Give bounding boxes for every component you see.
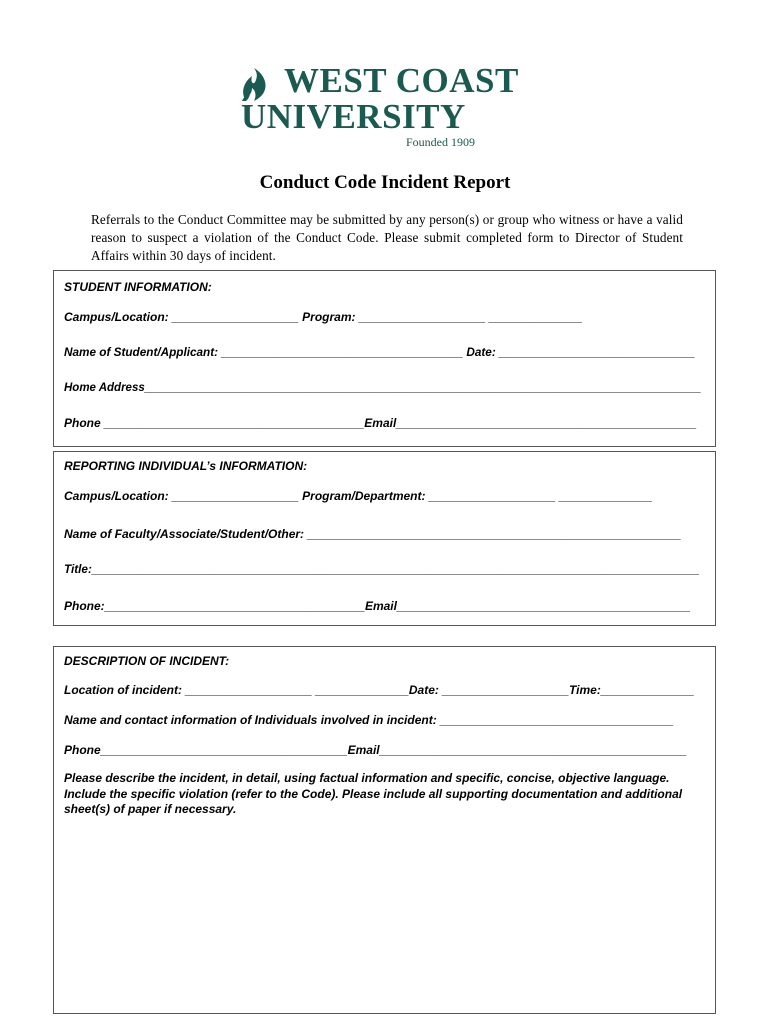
reporting-campus-field[interactable]: Campus/Location: ___________________ Program/Department: ___________________ ______________ bbox=[64, 489, 653, 503]
incident-location-field[interactable]: Location of incident: ___________________ ______________Date: ___________________Time:______________ bbox=[64, 683, 695, 697]
student-campus-field[interactable]: Campus/Location: ___________________ Program: ___________________ ______________ bbox=[64, 310, 583, 324]
founded-text: Founded 1909 bbox=[406, 135, 475, 149]
page-title: Conduct Code Incident Report bbox=[259, 172, 511, 193]
university-logo bbox=[240, 62, 540, 152]
description-instructions: Please describe the incident, in detail, using factual information and specific, concise, objective language. Include the specific violation (refer to the Code). Please include all supporting documentation and additional sheet(s) of paper if necessary. bbox=[64, 771, 683, 816]
description-section bbox=[53, 646, 716, 1014]
reporting-phone-field[interactable]: Phone:_______________________________________Email____________________________________________ bbox=[64, 599, 691, 613]
student-heading: STUDENT INFORMATION: bbox=[64, 280, 212, 294]
student-address-field[interactable]: Home Address_______________________________________________________________________________________ bbox=[64, 382, 702, 394]
intro-text: Referrals to the Conduct Committee may be submitted by any person(s) or group who witness or have a valid reason to suspect a violation of the Conduct Code. Please submit completed form to Director of Student Affairs within 30 days of incident. bbox=[91, 212, 683, 263]
university-name-line2: UNIVERSITY bbox=[241, 97, 466, 136]
reporting-individual-section bbox=[53, 451, 716, 626]
student-name-field[interactable]: Name of Student/Applicant: _____________________________________ Date: ______________________________ bbox=[64, 346, 696, 359]
involved-individuals-field[interactable]: Name and contact information of Individuals involved in incident: ___________________________________ bbox=[64, 713, 674, 727]
reporting-heading: REPORTING INDIVIDUAL’s INFORMATION: bbox=[64, 459, 308, 473]
description-phone-field[interactable]: Phone_____________________________________Email______________________________________________ bbox=[64, 743, 687, 757]
university-name-line1: WEST COAST bbox=[284, 61, 519, 100]
reporting-name-field[interactable]: Name of Faculty/Associate/Student/Other: ________________________________________________________ bbox=[64, 527, 682, 541]
description-heading: DESCRIPTION OF INCIDENT: bbox=[64, 654, 230, 668]
reporting-title-field[interactable]: Title:_____________________________________________________________________________________________ bbox=[64, 563, 700, 576]
student-phone-field[interactable]: Phone _______________________________________Email_____________________________________________ bbox=[64, 416, 697, 430]
student-information-section bbox=[53, 270, 716, 447]
